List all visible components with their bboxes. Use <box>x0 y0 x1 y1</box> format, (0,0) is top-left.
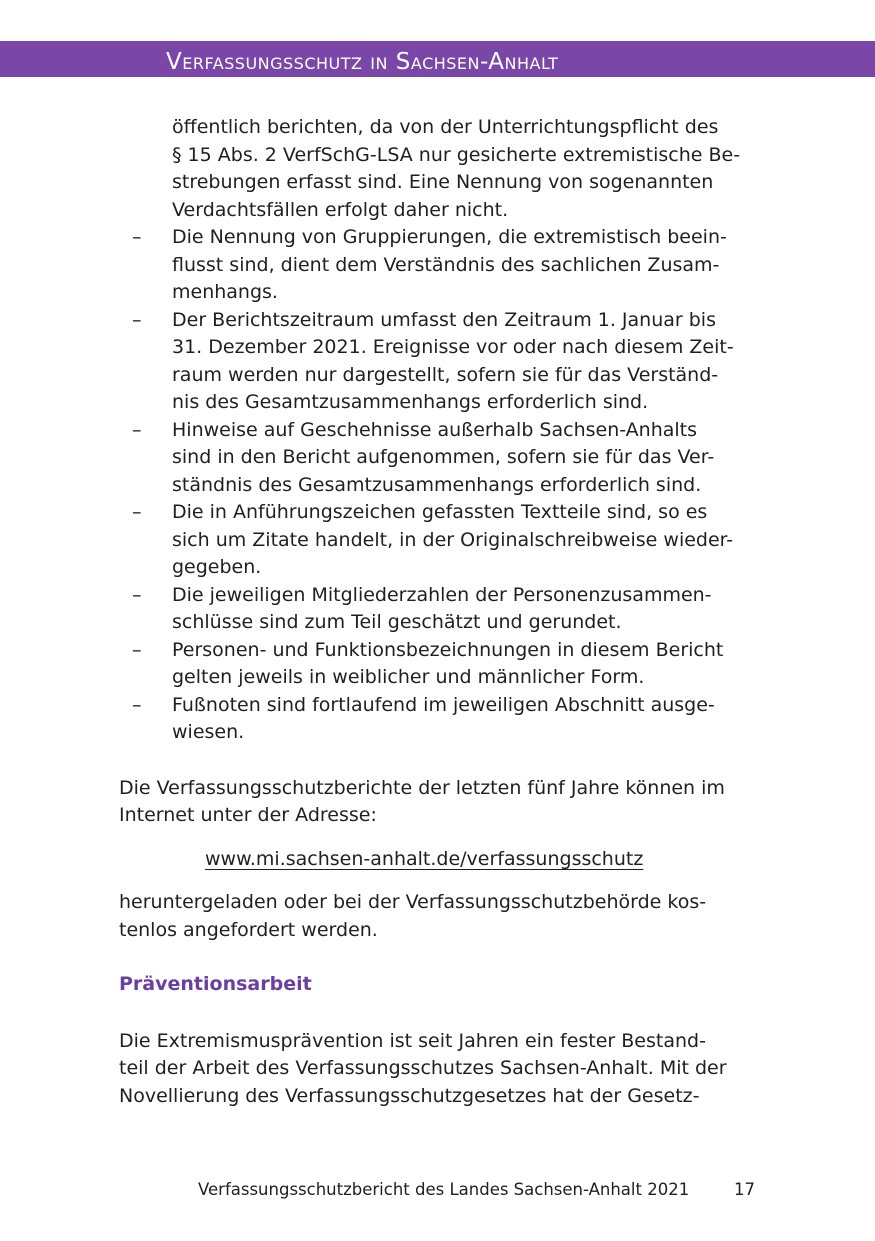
text-line: raum werden nur dargestellt, sofern sie für das Verständ- <box>172 363 719 386</box>
text-line: sich um Zitate handelt, in der Originalschreibweise wieder- <box>172 528 734 551</box>
text-line: menhangs. <box>172 281 278 303</box>
text-line: 31. Dezember 2021. Ereignisse vor oder nach diesem Zeit- <box>172 336 734 358</box>
text-line: – Die in Anführungszeichen gefassten Textteile sind, so es <box>119 499 759 527</box>
dash-marker: – <box>132 308 142 331</box>
text-line: gelten jeweils in weiblicher und männlicher Form. <box>172 666 645 688</box>
download-paragraph <box>119 775 759 945</box>
list-item <box>119 224 759 307</box>
text-line: – Fußnoten sind fortlaufend im jeweiligen Abschnitt ausge- <box>119 692 759 720</box>
list-item <box>119 637 759 692</box>
text-line: öffentlich berichten, da von der Unterrichtungspflicht des <box>172 116 719 138</box>
list-item <box>119 417 759 500</box>
text-line: Internet unter der Adresse: <box>119 804 377 826</box>
dash-marker: – <box>132 638 142 661</box>
text-line: nis des Gesamtzusammenhangs erforderlich sind. <box>172 391 649 413</box>
text-line: – Personen- und Funktionsbezeichnungen in diesem Bericht <box>119 637 759 665</box>
dash-marker: – <box>132 583 142 606</box>
dash-marker: – <box>132 693 142 716</box>
section-paragraph <box>119 1028 759 1111</box>
text-line: Novellierung des Verfassungsschutzgesetzes hat der Gesetz- <box>119 1084 700 1107</box>
list-item <box>119 307 759 417</box>
text-line: Verdachtsfällen erfolgt daher nicht. <box>172 198 509 221</box>
page-body <box>119 114 759 1110</box>
list-item <box>119 499 759 582</box>
bullet-list <box>119 224 759 747</box>
dash-marker: – <box>132 226 142 248</box>
text-line: § 15 Abs. 2 VerfSchG-LSA nur gesicherte extremistische Be- <box>172 143 741 166</box>
page-footer: Verfassungsschutzbericht des Landes Sachsen-Anhalt 2021 <box>198 1180 690 1199</box>
text-line: ständnis des Gesamtzusammenhangs erforderlich sind. <box>172 473 702 496</box>
text-line: flusst sind, dient dem Verständnis des sachlichen Zusam- <box>172 253 720 276</box>
continuation-paragraph <box>119 114 759 224</box>
website-link[interactable]: www.mi.sachsen-anhalt.de/verfassungsschutz <box>205 847 644 870</box>
running-header-title: Verfassungsschutz in Sachsen-Anhalt <box>166 49 559 75</box>
dash-marker: – <box>132 501 142 523</box>
page-number: 17 <box>734 1180 755 1199</box>
dash-marker: – <box>132 418 142 441</box>
text-line: strebungen erfasst sind. Eine Nennung von sogenannten <box>172 171 714 193</box>
text-line: – Der Berichtszeitraum umfasst den Zeitraum 1. Januar bis <box>119 307 759 335</box>
text-line: sind in den Bericht aufgenommen, sofern sie für das Ver- <box>172 446 715 468</box>
list-item <box>119 582 759 637</box>
list-item <box>119 692 759 747</box>
text-line: wiesen. <box>172 721 245 743</box>
text-line: Die Verfassungsschutzberichte der letzten fünf Jahre können im <box>119 776 725 799</box>
section-heading: Präventionsarbeit <box>119 973 312 995</box>
text-line: teil der Arbeit des Verfassungsschutzes Sachsen-Anhalt. Mit der <box>119 1057 727 1079</box>
text-line: heruntergeladen oder bei der Verfassungsschutzbehörde kos- <box>119 891 707 913</box>
text-line: – Die jeweiligen Mitgliederzahlen der Personenzusammen- <box>119 582 759 610</box>
text-line: Die Extremismusprävention ist seit Jahren ein fester Bestand- <box>119 1029 706 1052</box>
text-line: – Die Nennung von Gruppierungen, die extremistisch beein- <box>119 224 759 252</box>
text-line: gegeben. <box>172 556 262 578</box>
text-line: schlüsse sind zum Teil geschätzt und gerundet. <box>172 611 622 633</box>
text-line: – Hinweise auf Geschehnisse außerhalb Sachsen-Anhalts <box>119 417 759 445</box>
text-line: tenlos angefordert werden. <box>119 918 378 941</box>
